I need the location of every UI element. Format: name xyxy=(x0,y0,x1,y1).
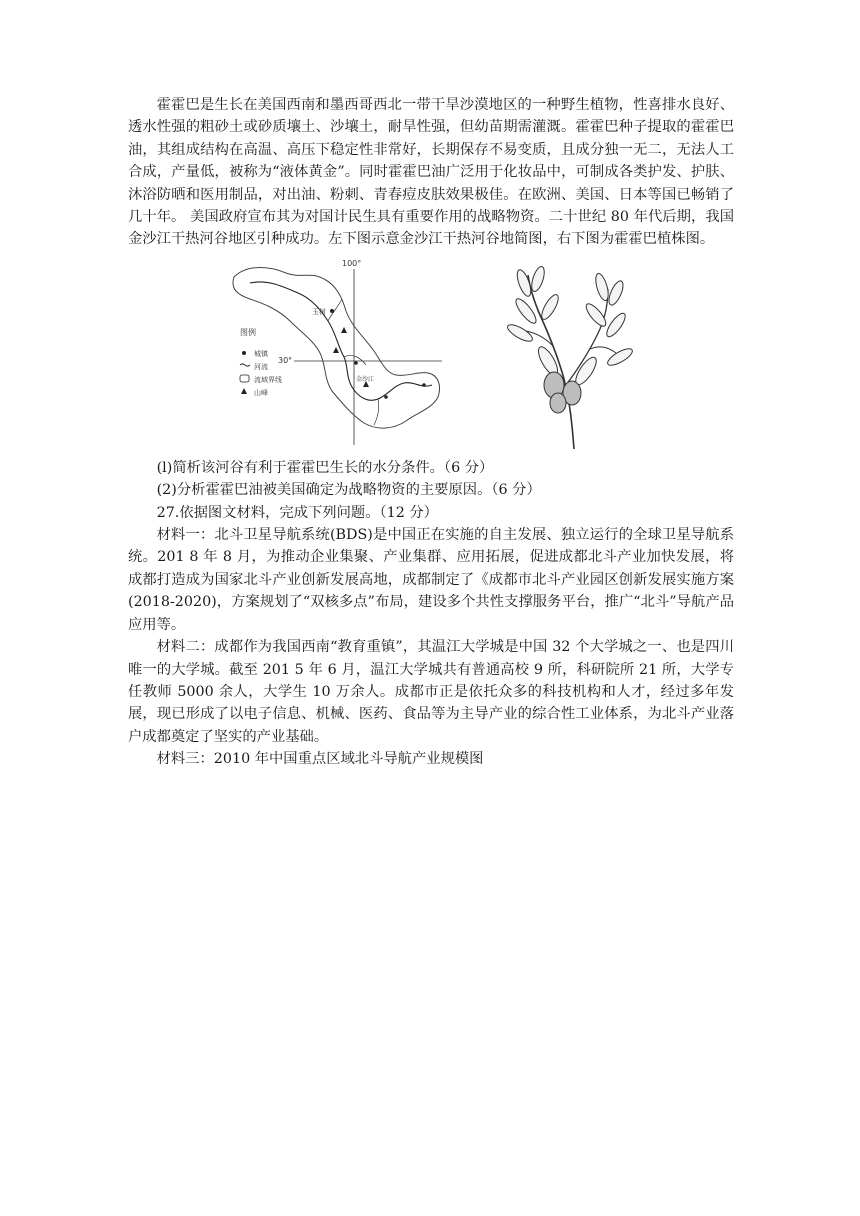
question-1: (l)简析该河谷有利于霍霍巴生长的水分条件。（6 分） xyxy=(156,459,494,476)
material-2: 材料二：成都作为我国西南“教育重镇”，其温江大学城是中国 32 个大学城之一、也是四川唯一的大学城。截至 201 5 年 6 月，温江大学城共有普通高校 9 所，科研院所 21 所，大学专任教师 5000 余人，大学生 10 万余人。成都市正是依托众多的科技机构和人才，经过多年发展，现已形成了以电子信息、机械、医药、食品等为主导产业的综合性工业体系，为北斗产业落户成都奠定了坚实的产业基础。 xyxy=(128,639,734,745)
jinsha-river-map xyxy=(228,253,500,449)
question-27: 27.依据图文材料，完成下列问题。（12 分） xyxy=(156,504,438,521)
question-2: (2)分析霍霍巴油被美国确定为战略物资的主要原因。（6 分） xyxy=(156,482,541,499)
legend-peak: 山峰 xyxy=(254,388,268,397)
town-label: 玉树 xyxy=(312,307,326,316)
legend-river: 河流 xyxy=(254,362,268,371)
figure-row xyxy=(128,253,734,449)
latitude-label: 30° xyxy=(278,355,293,365)
legend-town: 城镇 xyxy=(254,349,268,358)
document-page xyxy=(128,94,734,771)
material-1: 材料一：北斗卫星导航系统(BDS)是中国正在实施的自主发展、独立运行的全球卫星导航系统。201 8 年 8 月，为推动企业集聚、产业集群、应用拓展，促进成都北斗产业加快发展，将成都打造成为国家北斗产业创新发展高地，成都制定了《成都市北斗产业园区创新发展实施方案(2018-2020)，方案规划了“双核多点”布局，建设多个共性支撑服务平台，推广“北斗”导航产品应用等。 xyxy=(128,527,734,633)
longitude-label: 100° xyxy=(342,258,362,268)
river-label: 金沙江 xyxy=(356,375,375,383)
legend-boundary: 流域界线 xyxy=(254,375,282,384)
passage-paragraph: 霍霍巴是生长在美国西南和墨西哥西北一带干旱沙漠地区的一种野生植物，性喜排水良好、透水性强的粗砂土或砂质壤土、沙壤土，耐旱性强，但幼苗期需灌溉。霍霍巴种子提取的霍霍巴油，其组成结构在高温、高压下稳定性非常好，长期保存不易变质，且成分独一无二，无法人工合成，产量低，被称为“液体黄金”。同时霍霍巴油广泛用于化妆品中，可制成各类护发、护肤、沐浴防晒和医用制品，对出油、粉刺、青春痘皮肤效果极佳。在欧洲、美国、日本等国已畅销了几十年。 美国政府宣布其为对国计民生具有重要作用的战略物资。二十世纪 80 年代后期，我国金沙江干热河谷地区引种成功。左下图示意金沙江干热河谷地简图，右下图为霍霍巴植株图。 xyxy=(128,97,734,248)
material-3: 材料三：2010 年中国重点区域北斗导航产业规模图 xyxy=(156,751,484,768)
legend-title: 图例 xyxy=(240,327,256,337)
jojoba-plant-illustration xyxy=(504,253,634,449)
